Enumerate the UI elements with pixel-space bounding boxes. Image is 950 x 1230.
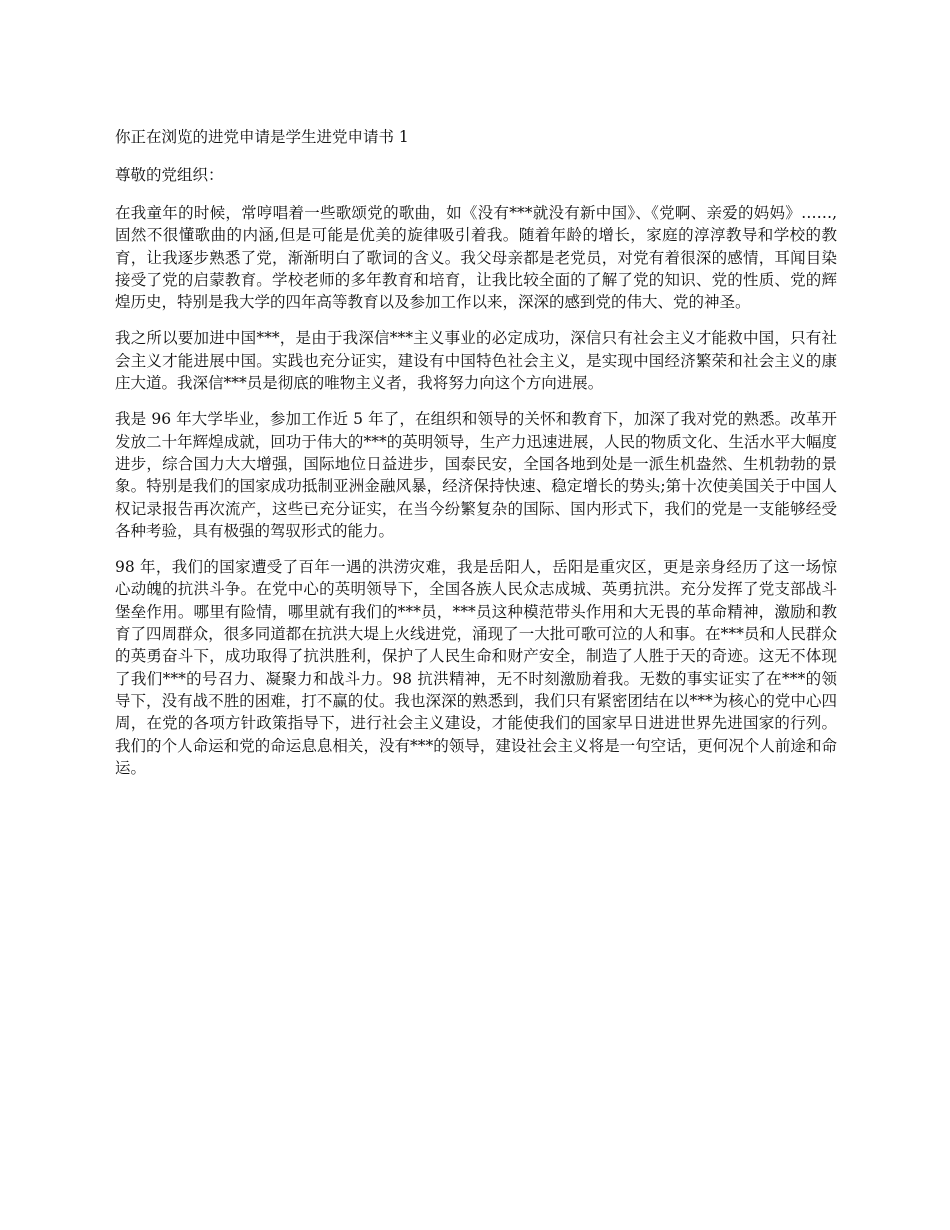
document-page bbox=[115, 126, 837, 793]
paragraph-3: 我是 96 年大学毕业，参加工作近 5 年了，在组织和领导的关怀和教育下，加深了我对党的熟悉。改革开发放二十年辉煌成就，回功于伟大的***的英明领导，生产力迅速进展，人民的物质文化、生活水平大幅度进步，综合国力大大增强，国际地位日益进步，国泰民安，全国各地到处是一派生机盎然、生机勃勃的景象。特别是我们的国家成功抵制亚洲金融风暴，经济保持快速、稳定增长的势头;第十次使美国关于中国人权记录报告再次流产，这些已充分证实，在当今纷繁复杂的国际、国内形式下，我们的党是一支能够经受各种考验，具有极强的驾驭形式的能力。 bbox=[115, 410, 837, 540]
document-title: 你正在浏览的进党申请是学生进党申请书 1 bbox=[115, 128, 409, 146]
paragraph-1: 在我童年的时候，常哼唱着一些歌颂党的歌曲，如《没有***就没有新中国》、《党啊、亲爱的妈妈》……,固然不很懂歌曲的内涵,但是可能是优美的旋律吸引着我。随着年龄的增长，家庭的淳淳教导和学校的教育，让我逐步熟悉了党，渐渐明白了歌词的含义。我父母亲都是老党员，对党有着很深的感情，耳闻目染接受了党的启蒙教育。学校老师的多年教育和培育，让我比较全面的了解了党的知识、党的性质、党的辉煌历史，特别是我大学的四年高等教育以及参加工作以来，深深的感到党的伟大、党的神圣。 bbox=[115, 204, 837, 312]
salutation: 尊敬的党组织： bbox=[115, 166, 224, 184]
paragraph-4: 98 年，我们的国家遭受了百年一遇的洪涝灾难，我是岳阳人，岳阳是重灾区，更是亲身经历了这一场惊心动魄的抗洪斗争。在党中心的英明领导下，全国各族人民众志成城、英勇抗洪。充分发挥了党支部战斗堡垒作用。哪里有险情，哪里就有我们的***员，***员这种模范带头作用和大无畏的革命精神，激励和教育了四周群众，很多同道都在抗洪大堤上火线进党，涌现了一大批可歌可泣的人和事。在***员和人民群众的英勇奋斗下，成功取得了抗洪胜利，保护了人民生命和财产安全，制造了人胜于天的奇迹。这无不体现了我们***的号召力、凝聚力和战斗力。98 抗洪精神，无不时刻激励着我。无数的事实证实了在***的领导下，没有战不胜的困难，打不赢的仗。我也深深的熟悉到，我们只有紧密团结在以***为核心的党中心四周，在党的各项方针政策指导下，进行社会主义建设，才能使我们的国家早日进进世界先进国家的行列。我们的个人命运和党的命运息息相关，没有***的领导，建设社会主义将是一句空话，更何况个人前途和命运。 bbox=[115, 558, 837, 777]
paragraph-2: 我之所以要加进中国***，是由于我深信***主义事业的必定成功，深信只有社会主义才能救中国，只有社会主义才能进展中国。实践也充分证实，建设有中国特色社会主义，是实现中国经济繁荣和社会主义的康庄大道。我深信***员是彻底的唯物主义者，我将努力向这个方向进展。 bbox=[115, 329, 837, 393]
